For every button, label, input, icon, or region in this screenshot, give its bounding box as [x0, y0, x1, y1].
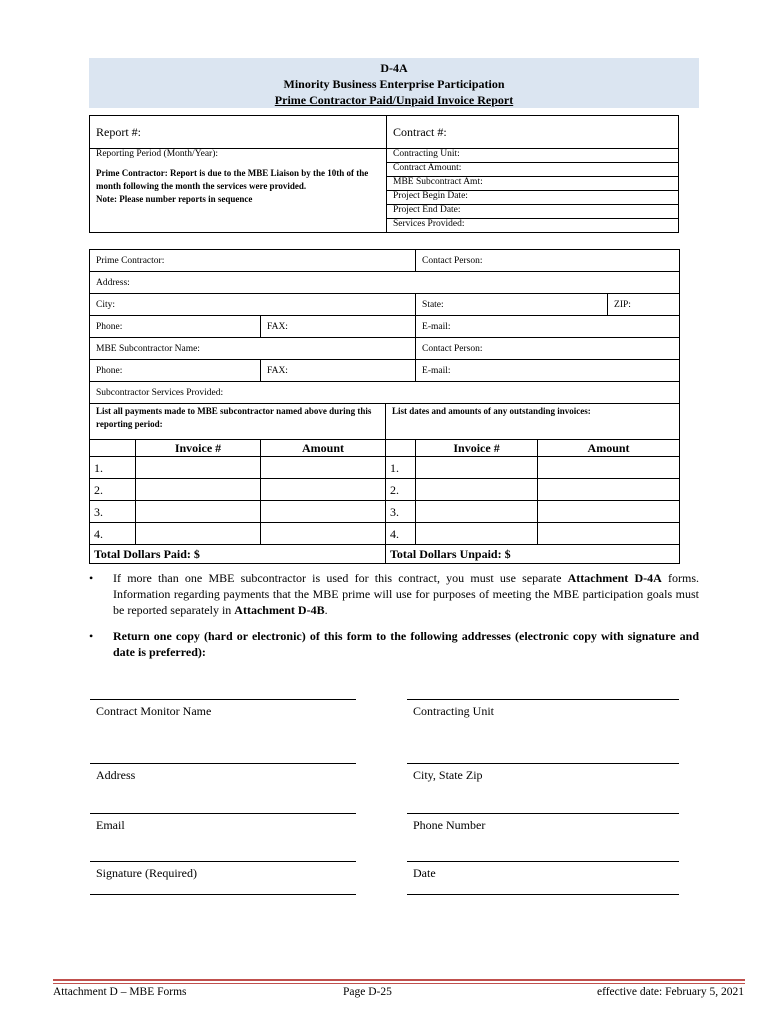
table-row	[90, 457, 680, 479]
unpaid-invoice-cell[interactable]	[416, 523, 538, 545]
phone-field[interactable]: Phone:	[90, 316, 261, 338]
signature-label: Signature (Required)	[96, 866, 197, 880]
attachment-d4a-ref: Attachment D-4A	[567, 571, 662, 585]
unpaid-invoice-cell[interactable]	[416, 479, 538, 501]
phone-number-field[interactable]	[407, 813, 679, 833]
return-copy-instruction: Return one copy (hard or electronic) of this form to the following addresses (electronic copy with signature and date is preferred):	[113, 629, 699, 659]
paid-row-number: 4.	[90, 523, 136, 545]
email-sig-field[interactable]	[90, 813, 356, 833]
unpaid-amount-cell[interactable]	[538, 479, 680, 501]
date-field[interactable]	[407, 861, 679, 881]
report-info-table	[89, 115, 679, 233]
contract-monitor-name-field[interactable]	[90, 699, 356, 719]
sequence-note-text: Note: Please number reports in sequence	[96, 193, 253, 204]
sub-contact-person-field[interactable]: Contact Person:	[416, 338, 680, 360]
contract-amount-field[interactable]: Contract Amount:	[387, 163, 679, 177]
unpaid-row-number: 2.	[386, 479, 416, 501]
bullet-icon: •	[89, 629, 94, 643]
bullet-text: If more than one MBE subcontractor is used for this contract, you must use separate	[113, 571, 568, 585]
bullet-text: forms. Information regarding payments that the MBE prime will use for purposes of meeting the MBE participation goals must be reported separately in	[113, 571, 699, 617]
footer-divider	[53, 979, 745, 981]
state-field[interactable]: State:	[416, 294, 608, 316]
contracting-unit-sig-field[interactable]	[407, 699, 679, 719]
paid-invoice-cell[interactable]	[136, 457, 261, 479]
paid-number-header	[90, 440, 136, 457]
form-title: Minority Business Enterprise Participation	[283, 77, 505, 91]
table-row	[90, 523, 680, 545]
mbe-subcontract-amt-field[interactable]: MBE Subcontract Amt:	[387, 177, 679, 191]
contract-number-field[interactable]: Contract #:	[387, 116, 679, 149]
unpaid-amount-cell[interactable]	[538, 501, 680, 523]
unpaid-amount-header: Amount	[538, 440, 680, 457]
table-row	[90, 501, 680, 523]
contracting-unit-field[interactable]: Contracting Unit:	[387, 149, 679, 163]
attachment-d4b-ref: Attachment D-4B	[234, 603, 325, 617]
contractor-table	[89, 249, 680, 564]
fax-field[interactable]: FAX:	[261, 316, 416, 338]
list-item	[89, 570, 699, 618]
unpaid-invoice-cell[interactable]	[416, 501, 538, 523]
address-sig-field[interactable]	[90, 763, 356, 783]
table-row	[90, 479, 680, 501]
unpaid-invoice-cell[interactable]	[416, 457, 538, 479]
paid-amount-header: Amount	[261, 440, 386, 457]
paid-instructions: List all payments made to MBE subcontractor named above during this reporting period:	[90, 404, 386, 440]
unpaid-number-header	[386, 440, 416, 457]
contracting-unit-label: Contracting Unit	[413, 704, 494, 718]
paid-invoice-header: Invoice #	[136, 440, 261, 457]
sub-phone-field[interactable]: Phone:	[90, 360, 261, 382]
paid-invoice-cell[interactable]	[136, 501, 261, 523]
unpaid-instructions: List dates and amounts of any outstanding invoices:	[386, 404, 680, 440]
paid-invoice-cell[interactable]	[136, 479, 261, 501]
footer-effective-date: effective date: February 5, 2021	[597, 986, 744, 998]
paid-row-number: 3.	[90, 501, 136, 523]
sub-email-field[interactable]: E-mail:	[416, 360, 680, 382]
instructions-list	[89, 570, 699, 670]
signature-underline	[90, 894, 356, 895]
paid-row-number: 2.	[90, 479, 136, 501]
form-header	[89, 58, 699, 108]
prime-contractor-field[interactable]: Prime Contractor:	[90, 250, 416, 272]
form-code: D-4A	[380, 61, 408, 75]
signature-field[interactable]	[90, 861, 356, 881]
project-begin-date-field[interactable]: Project Begin Date:	[387, 191, 679, 205]
reporting-period-field[interactable]: Reporting Period (Month/Year):	[90, 149, 387, 163]
footer-page-number: Page D-25	[343, 986, 392, 998]
paid-amount-cell[interactable]	[261, 479, 386, 501]
total-unpaid-field[interactable]: Total Dollars Unpaid: $	[386, 545, 680, 564]
paid-row-number: 1.	[90, 457, 136, 479]
contract-monitor-label: Contract Monitor Name	[96, 704, 212, 718]
list-item	[89, 628, 699, 660]
city-state-zip-field[interactable]	[407, 763, 679, 783]
unpaid-row-number: 4.	[386, 523, 416, 545]
contact-person-field[interactable]: Contact Person:	[416, 250, 680, 272]
report-number-field[interactable]: Report #:	[90, 116, 387, 149]
services-provided-field[interactable]: Services Provided:	[387, 219, 679, 233]
paid-amount-cell[interactable]	[261, 501, 386, 523]
unpaid-amount-cell[interactable]	[538, 457, 680, 479]
phone-number-label: Phone Number	[413, 818, 486, 832]
address-field[interactable]: Address:	[90, 272, 680, 294]
city-field[interactable]: City:	[90, 294, 416, 316]
zip-field[interactable]: ZIP:	[608, 294, 680, 316]
footer-attachment: Attachment D – MBE Forms	[53, 986, 187, 998]
due-note-text: Prime Contractor: Report is due to the MBE Liaison by the 10th of the month following the month the services were provided.	[96, 167, 369, 191]
project-end-date-field[interactable]: Project End Date:	[387, 205, 679, 219]
footer-divider-thin	[53, 983, 745, 984]
sub-services-field[interactable]: Subcontractor Services Provided:	[90, 382, 680, 404]
unpaid-amount-cell[interactable]	[538, 523, 680, 545]
bullet-icon: •	[89, 571, 94, 585]
mbe-subcontractor-name-field[interactable]: MBE Subcontractor Name:	[90, 338, 416, 360]
paid-invoice-cell[interactable]	[136, 523, 261, 545]
report-due-note	[90, 163, 387, 233]
date-underline	[407, 894, 679, 895]
unpaid-row-number: 1.	[386, 457, 416, 479]
address-label: Address	[96, 768, 136, 782]
bullet-text: .	[324, 603, 328, 617]
unpaid-row-number: 3.	[386, 501, 416, 523]
form-subtitle: Prime Contractor Paid/Unpaid Invoice Report	[274, 93, 514, 107]
email-field[interactable]: E-mail:	[416, 316, 680, 338]
sub-fax-field[interactable]: FAX:	[261, 360, 416, 382]
paid-amount-cell[interactable]	[261, 457, 386, 479]
city-state-zip-label: City, State Zip	[413, 768, 483, 782]
total-paid-field[interactable]: Total Dollars Paid: $	[90, 545, 386, 564]
email-label: Email	[96, 818, 125, 832]
date-label: Date	[413, 866, 436, 880]
unpaid-invoice-header: Invoice #	[416, 440, 538, 457]
paid-amount-cell[interactable]	[261, 523, 386, 545]
